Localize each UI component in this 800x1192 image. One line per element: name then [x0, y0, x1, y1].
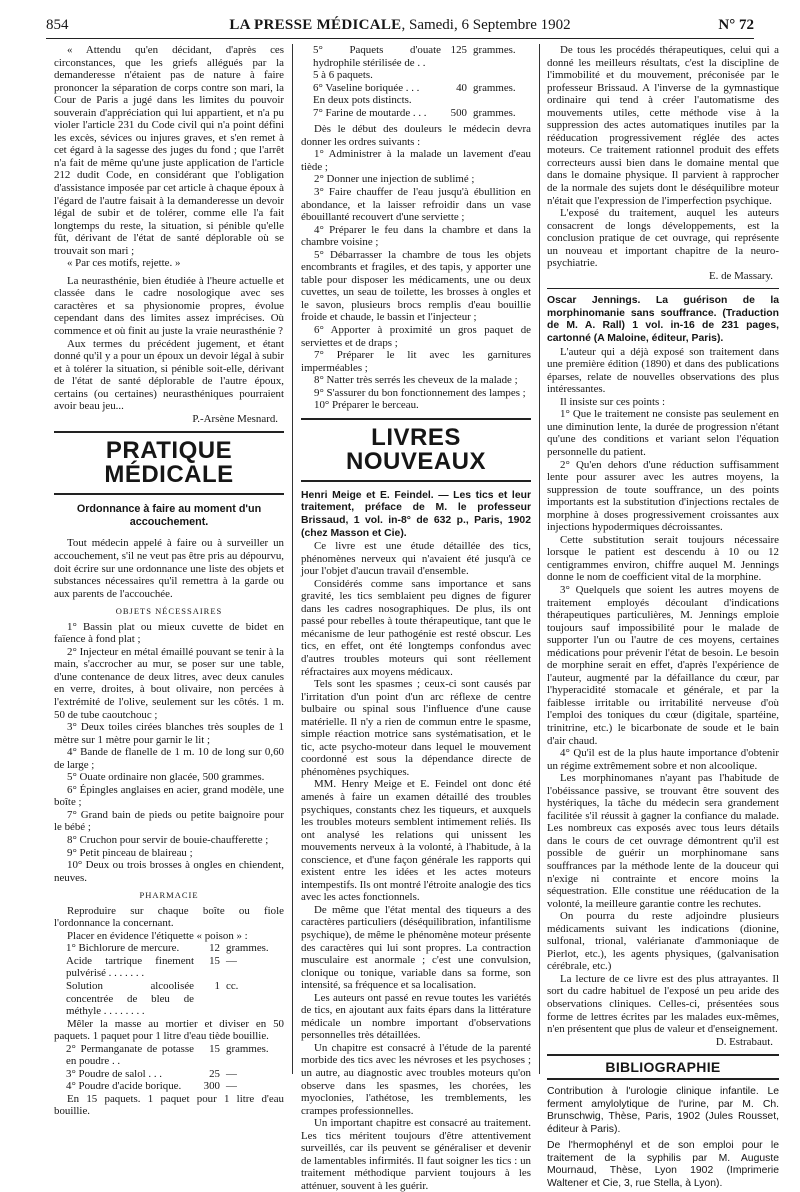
- recipe-unit: —: [226, 954, 237, 967]
- list-item: 2° Donner une injection de sublimé ;: [314, 173, 475, 186]
- paragraph: Tout médecin appelé à faire ou à surveiller un accouchement, s'il ne veut pas être pris au dépourvu, doit écrire sur une ordonnance une liste des objets et substances nécessaires qu'il remettra à la garde ou aux parents de l'accouchée.: [54, 537, 284, 600]
- book-heading: Henri Meige et E. Feindel. — Les tics et leur traitement, préface de M. le professeur Brissaud, 1 vol. in-8° de 632 p., Paris, 1902 (chez Masson et Cie).: [301, 489, 531, 539]
- recipe-unit: —: [226, 1067, 237, 1080]
- recipe-unit: —: [226, 1080, 237, 1093]
- recipe-row: [54, 1080, 269, 1093]
- paragraph: Reproduire sur chaque boîte ou fiole l'ordonnance la concernant.: [54, 904, 284, 930]
- list-item: MM. Henry Meige et E. Feindel ont donc été amenés à faire un examen détaillé des troubles psychiques, constants chez les tiqueurs, et auxquels les troubles moteurs semblent intimement reliés. Ils ont analysé les relations qui unissent les mouvements nerveux à la volonté, à l'habitude, à la conscience, et d'une façon générale les rapports qui existent entre les idées et les actes moteurs intempestifs. Ils ont montré l'étroite analogie des tics avec les actes fonctionnels.: [301, 778, 532, 904]
- page-number: 854: [46, 17, 69, 33]
- paragraph: Placer en évidence l'étiquette « poison » :: [67, 929, 248, 942]
- list-item: 1° Bassin plat ou mieux cuvette de bidet en faïence à fond plat ;: [54, 620, 284, 646]
- column-1: [54, 44, 284, 1118]
- list-item: Tels sont les spasmes ; ceux-ci sont causés par l'irritation d'un point d'un arc réflexe de centre bulbaire ou spinal sous l'influence d'une cause matérielle. Il n'y a rien de commun entre le spasme, simple réaction motrice sans systématisation, et le tic, acte psycho-moteur dans lequel le mouvement coordonné est sous la dépendance directe de phénomènes psychiques.: [301, 678, 531, 778]
- column-divider: [539, 44, 540, 1074]
- recipe-name: 6° Vaseline boriquée . . .: [313, 81, 420, 94]
- recipe-table: [54, 1043, 269, 1093]
- recipe-unit: grammes.: [226, 942, 269, 955]
- list-item: De tous les procédés thérapeutiques, celui qui a donné les meilleurs résultats, c'est la discipline de l'immobilité et du mouvement, préconisée par le professeur Brissaud. A l'inverse de la gymnastique ordinaire qui tend à créer l'automatisme des mouvements utiles, cette méthode vise à la suppression des actes automatiques inutiles par la rééducation progressivement réglée des actes moteurs. Ce traitement rationnel produit des effets correcteurs aussi bien dans le domaine mental que dans le domaine physique. Il parvient à rapprocher de la normale des sujets dont le déséquilibre moteur n'était que l'expression de l'imperfection psychique.: [547, 44, 779, 207]
- recipe-qty: 15: [209, 1042, 220, 1055]
- list-item: On pourra du reste adjoindre plusieurs médicaments suivant les indications (dionine, sulfonal, trional, valérianate d'ammoniaque de Pierlot, etc.), les agents physiques, (galvanisation cérébrale, etc.): [547, 910, 779, 973]
- paragraph: Dès le début des douleurs le médecin devra donner les ordres suivants :: [301, 123, 531, 148]
- list-item: Un chapitre est consacré à l'étude de la parenté morbide des tics avec les névroses et les psychoses ; un autre, au diagnostic avec troubles moteurs qu'on observe dans les spasmes, les chorées, les myoclonies, l'athétose, les tremblements, les crampes professionnelles.: [301, 1041, 531, 1117]
- paragraph: « Par ces motifs, rejette. »: [67, 257, 181, 270]
- recipe-qty: 1: [214, 980, 220, 992]
- recipe-row: [54, 1068, 269, 1081]
- paragraph: Aux termes du précédent jugement, et étant donné qu'il y a pour un époux un devoir légal à subir et à tolérer la situation, si pénible soit-elle, dérivant de l'état de santé déplorable de l'autre époux, certains (ou certaines) neurasthéniques pourraient avoir beau jeu...: [54, 337, 284, 413]
- list-item: Il insiste sur ces points :: [560, 395, 665, 408]
- journal-name: LA PRESSE MÉDICALE: [229, 17, 402, 33]
- bibliography-entry: De l'hermophényl et de son emploi pour le traitement de la syphilis par M. Auguste Mournaud, Thèse, Lyon 1902 (Imprimerie Waltener et Cie, 3, rue Stella, à Lyon).: [547, 1140, 779, 1190]
- list-item: 8° Natter très serrés les cheveux de la malade ;: [314, 374, 518, 387]
- author-signature: P.-Arsène Mesnard.: [192, 412, 278, 425]
- section-rule: [547, 288, 779, 289]
- list-item: 2° Injecteur en métal émaillé pouvant se tenir à la main, s'accrocher au mur, se poser sur une table, d'une contenance de deux litres, avec deux canules en verre, droites, à bout olivaire, non percées à l'extrémité de l'olive, seulement sur les côtés. 1 m. 50 de tube caoutchouc ;: [54, 645, 284, 721]
- list-item: 9° Petit pinceau de blaireau ;: [67, 846, 193, 859]
- recipe-row: [301, 82, 516, 95]
- list-item: L'auteur qui a déjà exposé son traitement dans une première édition (1890) et dans des publications éparses, relate de nouvelles observations des plus intéressantes.: [547, 345, 779, 396]
- list-item: 10° Préparer le berceau.: [314, 399, 419, 412]
- list-item: 8° Cruchon pour servir de bouie-chaufferette ;: [67, 833, 269, 846]
- list-item: 2° Qu'en dehors d'une réduction suffisamment lente pour assurer avec les autres moyens, la suppression de toute souffrance, un des points importants est la substitution d'injections rectales de morphine à doses progressivement croissantes aux injections hypodermiques décroissantes.: [547, 458, 779, 534]
- list-item: 7° Préparer le lit avec les garnitures imperméables ;: [301, 349, 531, 374]
- list-item: 6° Épingles anglaises en acier, grand modèle, une boîte ;: [54, 783, 284, 809]
- list-item: 6° Apporter à proximité un gros paquet de serviettes et de draps ;: [301, 324, 531, 349]
- author-signature: D. Estrabaut.: [715, 1035, 773, 1048]
- recipe-name: 1° Bichlorure de mercure.: [66, 942, 180, 955]
- recipe-unit: grammes.: [473, 81, 516, 94]
- list-item: 3° Deux toiles cirées blanches très souples de 1 mètre sur 1 mètre pour garnir le lit ;: [54, 721, 284, 746]
- header-rule: [46, 38, 754, 39]
- recipe-row: [54, 942, 269, 955]
- recipe-name: 5 à 6 paquets.: [313, 69, 373, 82]
- list-item: Considérés comme sans importance et sans gravité, les tics semblaient peu dignes de figurer dans les cadres nosographiques. De plus, ils ont passé pour rebelles à toute thérapeutique, tant que le mécanisme de leur pathogénie est resté obscur. Les tics, en effet, ont été longtemps confondus avec d'autres troubles moteurs qui sont réellement réfractaires aux moyens médicaux.: [301, 577, 531, 678]
- list-item: 4° Bande de flanelle de 1 m. 10 de long sur 0,60 de large ;: [54, 746, 284, 771]
- recipe-row: [54, 1043, 269, 1068]
- recipe-table: [301, 44, 516, 119]
- recipe-row: [54, 980, 269, 1018]
- recipe-qty: 12: [209, 942, 220, 955]
- list-item: 4° Préparer le feu dans la chambre et dans la chambre voisine ;: [301, 223, 531, 249]
- list-item: 10° Deux ou trois brosses à ongles en chiendent, neuves.: [54, 859, 284, 884]
- recipe-name: 3° Poudre de salol . . .: [66, 1067, 163, 1080]
- list-item: 3° Quelquels que soient les autres moyens de traitement employés découlant d'indications thérapeutiques particulières, M. Jennings emploie toujours sauf impossibilité pour le malade de supporter l'un ou l'autre de ces moyens, certaines médications pour prévenir l'état de besoin. Le besoin de morphine serait en effet, d'après l'expérience de l'auteur, augmenté par la défaillance du cœur, par l'hyperacidité stomacale et générale, et par la faiblesse irritable ou irritabilité nerveuse d'où l'emploi des toniques du cœur (digitale, spartéine, trinitrine, etc.) le bicarbonate de soude et le bain d'air chaud.: [547, 583, 779, 747]
- list-item: 9° S'assurer du bon fonctionnement des lampes ;: [314, 386, 526, 399]
- list-item: 4° Qu'il est de la plus haute importance d'obtenir un régime extrêmement sobre et non alcoolique.: [547, 747, 779, 772]
- recipe-qty: 15: [209, 954, 220, 967]
- paragraph: « Attendu qu'en décidant, d'après ces circonstances, que les griefs allégués par la demanderesse n'étaient pas de nature à faire prononcer la séparation de corps contre son mari, la Cour de Paris a jugé dans les limites du pouvoir souverain d'appréciation qui lui appartient, et n'a pu violer l'article 231 du Code civil qui n'a point défini les excès, sévices ou injures graves, et s'en remet à cet égard à la sagesse des juges du fond ; que l'arrêt n'a fait de même qu'une juste application de l'article 212 dudit Code, en considérant que l'obligation d'assistance imposée par cet article à chaque époux à l'égard de l'autre faisait à la demanderesse un devoir légal de subir et de tolérer, comme elle l'a fait longtemps du reste, la situation, si pénible qu'elle fût, dérivant de l'état de santé déplorable où se trouvait son mari ;: [54, 44, 284, 257]
- subsection-title: PHARMACIE: [139, 890, 199, 901]
- issue-number: N° 72: [718, 17, 754, 33]
- list-item: L'exposé du traitement, auquel les auteurs consacrent de longs développements, est la conclusion pratique de cet ouvrage, qui représente un nouveau et important chapitre de la neuro-psychiatrie.: [547, 207, 779, 270]
- article-subtitle: Ordonnance à faire au moment d'un accouchement.: [76, 503, 262, 529]
- list-item: 1° Administrer à la malade un lavement d'eau tiède ;: [301, 148, 531, 173]
- list-item: 1° Que le traitement ne consiste pas seulement en une diminution lente, la durée de progression n'étant qu'une des conditions et variant selon l'équation personnelle du patient.: [547, 408, 779, 458]
- recipe-row: [301, 94, 516, 107]
- column-3: [547, 44, 779, 1190]
- recipe-unit: [473, 69, 516, 82]
- column-divider: [292, 44, 293, 1074]
- section-title: LIVRES NOUVEAUX: [301, 418, 531, 482]
- recipe-name: 2° Permanganate de potasse en poudre . .: [66, 1042, 194, 1068]
- recipe-unit: grammes.: [473, 44, 516, 56]
- recipe-unit: [473, 94, 516, 107]
- recipe-name: 5° Paquets d'ouate hydrophile stérilisée de . .: [313, 44, 441, 69]
- list-item: Les morphinomanes n'ayant pas l'habitude de l'obéissance passive, se trouvant être souvent des hystériques, la tâche du médecin sera grandement facilitée s'il réussit à gagner la confiance du malade. Les nombreux cas exposés avec tous leurs détails dans le cours de cet ouvrage démontrent qu'il est possible de guérir un morphinomane sans souffrances par la méthode lente de la douceur qui n'exige ni contrainte et encore moins la séquestration. Elle constitue une rééducation de la volonté, la meilleure garantie contre les rechutes.: [547, 772, 779, 910]
- recipe-name: 4° Poudre d'acide borique.: [66, 1080, 182, 1093]
- recipe-row: [301, 69, 516, 82]
- paragraph: La neurasthénie, bien étudiée à l'heure actuelle et classée dans le cadre nosologique avec ses caractères et sa physionomie propres, évolue cependant dans des limites assez imprécises. Où commence et où finit au juste la vraie neurasthénie ?: [54, 274, 284, 338]
- recipe-qty: [441, 94, 473, 107]
- recipe-row: [301, 107, 516, 120]
- list-item: Un important chapitre est consacré au traitement. Les tics méritent toujours d'être attentivement surveillés, car ils peuvent se généraliser et devenir de lamentables infirmités. Il faut soigner les tics : un traitement méthodique parvient toujours à les atténuer, souvent à les guérir.: [301, 1117, 531, 1192]
- recipe-row: [301, 44, 516, 69]
- list-item: 3° Faire chauffer de l'eau jusqu'à ébullition en abondance, et la laisser refroidir dans un vase ébouillanté recouvert d'une serviette ;: [301, 186, 531, 224]
- page-header: [46, 14, 754, 36]
- subsection-title: OBJETS NÉCESSAIRES: [115, 606, 223, 617]
- list-item: Cette substitution serait toujours nécessaire lorsque le patient est descendu à 10 ou 12 centigrammes environ, chiffre auquel M. Jennings donne le nom de coefficient vital de la morphine.: [547, 533, 779, 584]
- paragraph: Mêler la masse au mortier et diviser en 50 paquets. 1 paquet pour 1 litre d'eau tiède bouillie.: [54, 1017, 284, 1043]
- list-item: Les auteurs ont passé en revue toutes les variétés de tics, en ajoutant aux faits épars dans la littérature médicale un nombre important d'observations personnelles très détaillées.: [301, 991, 531, 1042]
- recipe-row: [54, 955, 269, 980]
- recipe-name: En deux pots distincts.: [313, 94, 412, 107]
- book-heading: Oscar Jennings. La guérison de la morphinomanie sans souffrance. (Traduction de M. A. Rall) 1 vol. in-16 de 231 pages, cartonné (A Maloine, éditeur, Paris).: [547, 295, 779, 345]
- section-title: PRATIQUE MÉDICALE: [54, 431, 284, 495]
- column-2: [301, 44, 532, 1192]
- journal-title: [46, 17, 754, 34]
- author-signature: E. de Massary.: [708, 269, 773, 282]
- paragraph: En 15 paquets. 1 paquet pour 1 litre d'eau bouillie.: [54, 1092, 284, 1118]
- recipe-qty: 125: [450, 44, 467, 56]
- section-title: BIBLIOGRAPHIE: [547, 1054, 779, 1080]
- recipe-qty: 500: [450, 106, 467, 119]
- recipe-name: Acide tartrique finement pulvérisé . . . . . . .: [66, 954, 194, 980]
- recipe-name: Solution alcoolisée concentrée de bleu de méthyle . . . . . . . .: [66, 980, 194, 1018]
- issue-date: , Samedi, 6 Septembre 1902: [401, 17, 571, 33]
- recipe-qty: 25: [209, 1067, 220, 1080]
- recipe-unit: grammes.: [226, 1042, 269, 1055]
- orders-list: [301, 148, 531, 411]
- recipe-unit: cc.: [226, 980, 239, 992]
- recipe-table: [54, 942, 269, 1017]
- recipe-qty: 40: [456, 81, 467, 94]
- bibliography-entry: Contribution à l'urologie clinique infantile. Le ferment amylolytique de l'urine, par M. Ch. Brunschwig, Thèse, Paris, 1902 (Jules Rousset, éditeur à Paris).: [547, 1086, 779, 1135]
- book-review-body: [547, 44, 779, 270]
- objects-list: [54, 621, 284, 884]
- recipe-qty: [441, 69, 473, 82]
- recipe-qty: 300: [203, 1080, 220, 1093]
- list-item: De même que l'état mental des tiqueurs a des caractères particuliers (déséquilibration, infantilisme psychique), de même le phénomène moteur présente des caractères qui lui sont propres. La contraction musculaire est anormale ; c'est une convulsion, clonique ou tonique, variable dans sa forme, son intensité, sa fréquence et sa localisation.: [301, 903, 531, 992]
- list-item: 5° Ouate ordinaire non glacée, 500 grammes.: [67, 771, 265, 784]
- list-item: Ce livre est une étude détaillée des tics, phénomènes nerveux qui n'avaient été jusqu'à ce jour l'objet d'aucun travail d'ensemble.: [301, 540, 531, 578]
- book-review-body: [547, 346, 779, 1036]
- recipe-name: 7° Farine de moutarde . . .: [313, 106, 427, 119]
- list-item: 5° Débarrasser la chambre de tous les objets encombrants et fragiles, et des tapis, y apporter une table pour disposer les médicaments, une ou deux cuvettes, un seau de toilette, les brosses à ongles et le savon, plusieurs brocs remplis d'eau bouillie froide et chaude, le bassin et l'injecteur ;: [301, 248, 531, 324]
- book-review-body: [301, 540, 531, 1192]
- list-item: 7° Grand bain de pieds ou petite baignoire pour le bébé ;: [54, 808, 284, 834]
- list-item: La lecture de ce livre est des plus attrayantes. Il sort du cadre habituel de l'exposé un peu aride des observations cliniques. Celles-ci, présentées sous forme de lettres écrites par les malades eux-mêmes, n'en présentent que plus de valeur et d'enseignement.: [547, 972, 779, 1036]
- recipe-unit: grammes.: [473, 106, 516, 119]
